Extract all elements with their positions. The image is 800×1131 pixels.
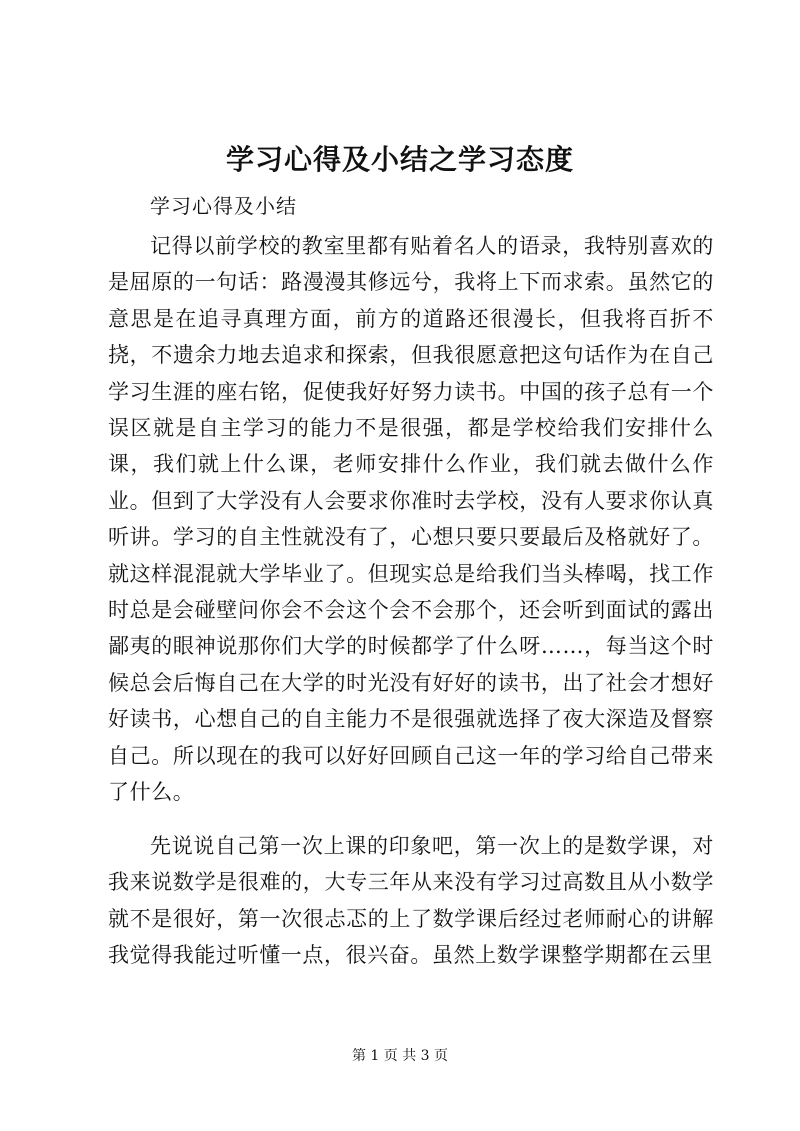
body-paragraph: 先说说自己第一次上课的印象吧，第一次上的是数学课，对我来说数学是很难的，大专三年从来没有学习过高数且从小数学就不是很好，第一次很忐忑的上了数学课后经过老师耐心的讲解我觉得我能过听懂一点，很兴奋。虽然上数学课整学期都在云里 (108, 834, 714, 968)
body-paragraph: 记得以前学校的教室里都有贴着名人的语录，我特别喜欢的是屈原的一句话：路漫漫其修远兮，我将上下而求索。虽然它的意思是在追寻真理方面，前方的道路还很漫长，但我将百折不挠，不遗余力地去追求和探索，但我很愿意把这句话作为在自己学习生涯的座右铭，促使我好好努力读书。中国的孩子总有一个误区就是自主学习的能力不是很强，都是学校给我们安排什么课，我们就上什么课，老师安排什么作业，我们就去做什么作业。但到了大学没有人会要求你准时去学校，没有人要求你认真听讲。学习的自主性就没有了，心想只要只要最后及格就好了。就这样混混就大学毕业了。但现实总是给我们当头棒喝，找工作时总是会碰壁问你会不会这个会不会那个，还会听到面试的露出鄙夷的眼神说那你们大学的时候都学了什么呀……，每当这个时候总会后悔自己在大学的时光没有好好的读书，出了社会才想好好读书，心想自己的自主能力不是很强就选择了夜大深造及督察自己。所以现在的我可以好好回顾自己这一年的学习给自己带来了什么。 (108, 234, 714, 805)
document-subtitle: 学习心得及小结 (150, 194, 297, 218)
document-title: 学习心得及小结之学习态度 (225, 143, 574, 176)
page-footer: 第 1 页 共 3 页 (351, 1048, 449, 1064)
